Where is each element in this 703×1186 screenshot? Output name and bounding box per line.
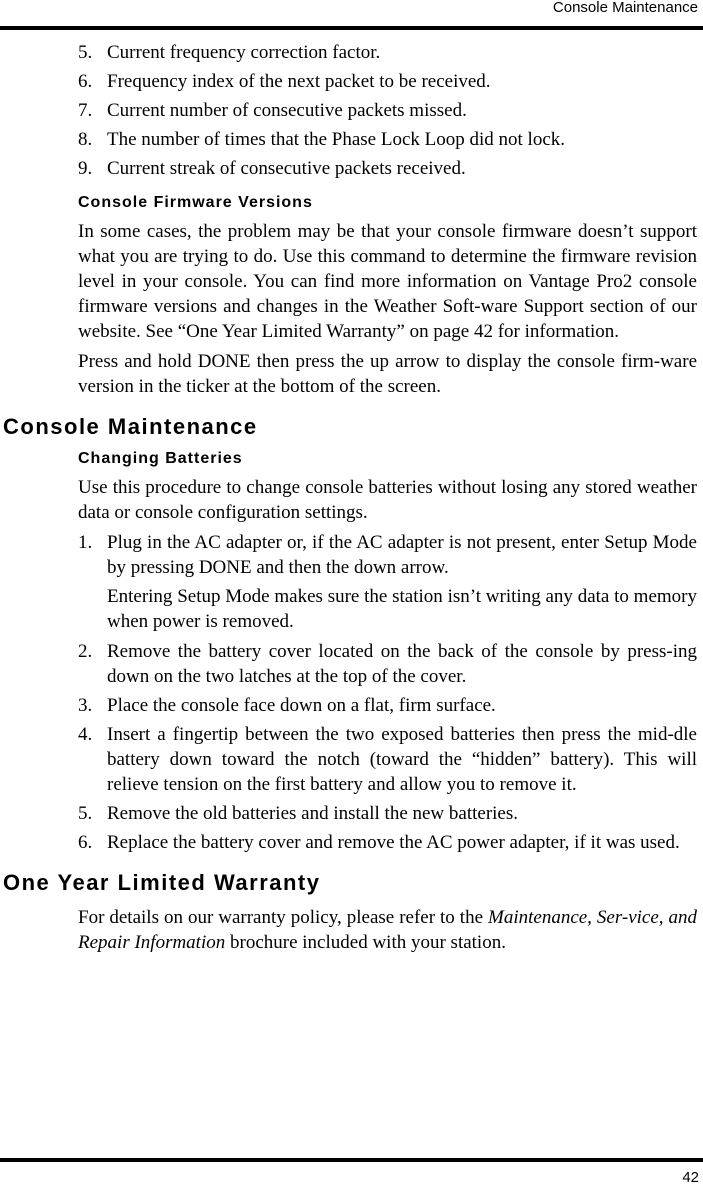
header-rule bbox=[0, 26, 703, 30]
batteries-heading: Changing Batteries bbox=[78, 450, 243, 467]
firmware-instruction: Press and hold DONE then press the up arrow to display the console firm-ware version in the ticker at the bottom of the screen. bbox=[78, 351, 697, 397]
running-header: Console Maintenance bbox=[552, 0, 698, 16]
firmware-paragraph: In some cases, the problem may be that your console firmware doesn’t support what you are trying to do. Use this command to determine the firmware revision level in your console. You can find more information on Vantage Pro2 console firmware versions and changes in the Weather Soft-ware Support section of our website. See “One Year Limited Warranty” on page 42 for information. bbox=[78, 221, 697, 342]
warranty-heading: One Year Limited Warranty bbox=[3, 870, 321, 895]
list-item-text: Remove the battery cover located on the back of the console by press-ing down on the two latches at the top of the cover. bbox=[107, 641, 697, 687]
list-item bbox=[0, 830, 703, 855]
list-item-number: 5. bbox=[78, 803, 93, 824]
list-item-text: Current frequency correction factor. bbox=[107, 42, 381, 63]
list-item bbox=[0, 156, 703, 181]
warranty-paragraph bbox=[0, 905, 703, 955]
list-item bbox=[0, 530, 703, 580]
list-item-text: Remove the old batteries and install the new batteries. bbox=[107, 803, 519, 824]
list-item-number: 6. bbox=[78, 832, 93, 853]
list-item-number: 5. bbox=[78, 42, 93, 63]
list-item-number: 4. bbox=[78, 724, 93, 745]
firmware-heading: Console Firmware Versions bbox=[78, 194, 313, 211]
list-item bbox=[0, 693, 703, 718]
warranty-text-start: For details on our warranty policy, please refer to the bbox=[78, 907, 488, 928]
list-item bbox=[0, 69, 703, 94]
page-content bbox=[0, 40, 703, 960]
list-item-number: 6. bbox=[78, 71, 93, 92]
list-item-number: 8. bbox=[78, 129, 93, 150]
list-item bbox=[0, 639, 703, 689]
step-note: Entering Setup Mode makes sure the station isn’t writing any data to memory when power is removed. bbox=[107, 586, 697, 632]
list-item-text: Frequency index of the next packet to be received. bbox=[107, 71, 491, 92]
list-item bbox=[0, 801, 703, 826]
list-item bbox=[0, 40, 703, 65]
batteries-intro: Use this procedure to change console batteries without losing any stored weather data or console configuration settings. bbox=[78, 477, 697, 523]
list-item-number: 3. bbox=[78, 695, 93, 716]
list-item-text: Current streak of consecutive packets received. bbox=[107, 158, 466, 179]
page-number: 42 bbox=[682, 1169, 699, 1186]
list-item bbox=[0, 98, 703, 123]
footer-rule bbox=[0, 1158, 703, 1162]
brochure-title: Maintenance, Ser-vice, and Repair Information bbox=[78, 907, 698, 953]
list-item bbox=[0, 722, 703, 797]
diagnostics-list bbox=[0, 40, 703, 181]
list-item-text: The number of times that the Phase Lock Loop did not lock. bbox=[107, 129, 566, 150]
list-item-number: 1. bbox=[78, 532, 93, 553]
battery-steps-list bbox=[0, 530, 703, 855]
list-item-number: 9. bbox=[78, 158, 93, 179]
list-item-text: Plug in the AC adapter or, if the AC adapter is not present, enter Setup Mode by pressing DONE and then the down arrow. bbox=[107, 532, 697, 578]
list-item-text: Insert a fingertip between the two exposed batteries then press the mid-dle battery down toward the notch (toward the “hidden” battery). This will relieve tension on the first battery and allow you to remove it. bbox=[107, 724, 697, 795]
list-item-text: Replace the battery cover and remove the AC power adapter, if it was used. bbox=[107, 832, 680, 853]
warranty-text-end: brochure included with your station. bbox=[225, 932, 506, 953]
list-item-text: Current number of consecutive packets missed. bbox=[107, 100, 467, 121]
list-item-text: Place the console face down on a flat, firm surface. bbox=[107, 695, 496, 716]
maintenance-heading: Console Maintenance bbox=[3, 414, 258, 439]
list-item bbox=[0, 127, 703, 152]
list-item-number: 2. bbox=[78, 641, 93, 662]
list-item-number: 7. bbox=[78, 100, 93, 121]
